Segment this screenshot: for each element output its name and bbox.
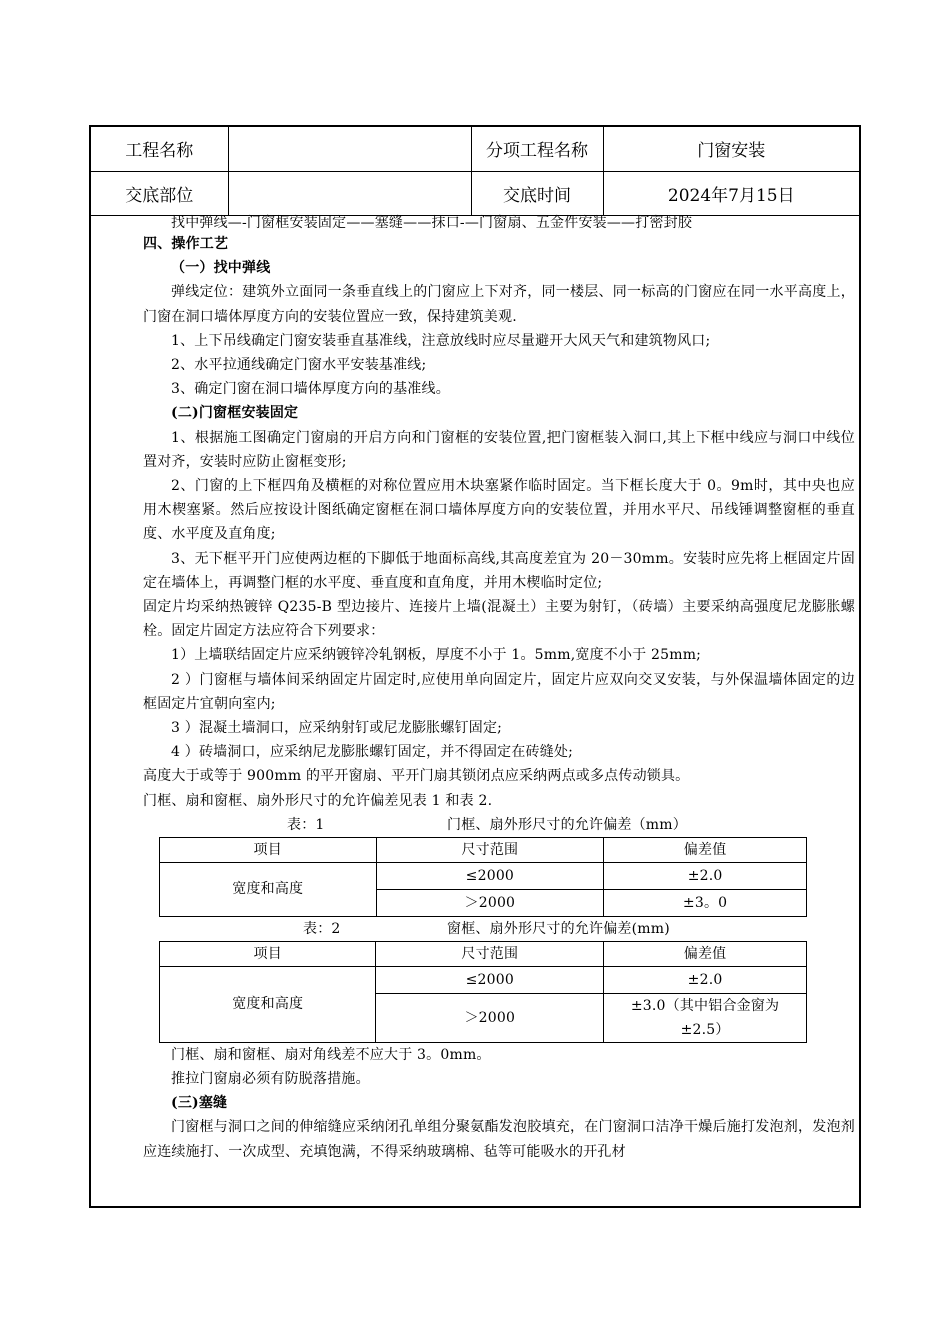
paragraph: 固定片均采纳热镀锌 Q235-B 型边接片、连接片上墙(混凝土）主要为射钉，（砖墙）主要采纳高强度尼龙膨胀螺栓。固定片固定方法应符合下列要求： <box>143 599 855 640</box>
table-header: 项目 <box>160 941 376 966</box>
time-value: 2024年7月15日 <box>603 171 859 215</box>
section-3-title: (三)塞缝 <box>171 1095 228 1112</box>
paragraph: 门窗框与洞口之间的伸缩缝应采纳闭孔单组分聚氨酯发泡胶填充，在门窗洞口洁净干燥后施打发泡剂，发泡剂应连续施打、一次成型、充填饱满，不得采纳玻璃棉、毡等可能吸水的开孔材 <box>143 1119 855 1160</box>
paragraph: 弹线定位：建筑外立面同一条垂直线上的门窗应上下对齐，同一楼层、同一标高的门窗应在同一水平高度上，门窗在洞口墙体厚度方向的安装位置应一致，保持建筑美观. <box>143 284 855 325</box>
table-cell: ±2.0 <box>604 862 807 889</box>
table-header: 项目 <box>160 837 377 862</box>
table-1-title: 门框、扇外形尺寸的允许偏差（mm） <box>447 816 687 833</box>
time-label: 交底时间 <box>471 171 603 215</box>
paragraph: 门框、扇和窗框、扇对角线差不应大于 3。0mm。 <box>171 1046 491 1063</box>
section-4-heading: 四、操作工艺 <box>143 236 229 252</box>
table-cell-item: 宽度和高度 <box>160 966 376 1042</box>
document-frame <box>89 125 861 1208</box>
table-cell: ＞2000 <box>376 889 604 916</box>
paragraph: 推拉门窗扇必须有防脱落措施。 <box>171 1071 370 1088</box>
section-1-title: （一）找中弹线 <box>171 260 271 277</box>
header-table <box>91 127 859 216</box>
table-cell: ≤2000 <box>376 862 604 889</box>
paragraph: 高度大于或等于 900mm 的平开窗扇、平开门扇其锁闭点应采纳两点或多点传动锁具。 <box>143 768 690 785</box>
table-header: 尺寸范围 <box>376 941 604 966</box>
table-cell-line: ±3.0（其中铝合金窗为 <box>630 997 780 1014</box>
table-cell: ≤2000 <box>376 966 604 993</box>
table-header: 尺寸范围 <box>376 837 604 862</box>
document-body <box>143 216 855 1164</box>
list-item: 4 ）砖墙洞口，应采纳尼龙膨胀螺钉固定，并不得固定在砖缝处; <box>171 744 574 761</box>
table-cell-multiline <box>604 993 807 1042</box>
location-value <box>228 171 471 215</box>
paragraph: 1、根据施工图确定门窗扇的开启方向和门窗框的安装位置,把门窗框装入洞口,其上下框中线应与洞口中线位置对齐，安装时应防止窗框变形; <box>143 429 855 470</box>
paragraph: 3、确定门窗在洞口墙体厚度方向的基准线。 <box>171 381 450 398</box>
process-flow: 找中弹线—-门窗框安装固定——塞缝——抹口-—门窗扇、五金件安装——打密封胶 <box>171 215 693 231</box>
table-2-caption <box>143 917 855 941</box>
list-item: 2 ）门窗框与墙体间采纳固定片固定时,应使用单向固定片，固定片应双向交叉安装，与外保温墙体固定的边框固定片宜朝向室内; <box>143 671 855 712</box>
table-cell-line: ±2.5） <box>680 1021 730 1038</box>
table-cell-item: 宽度和高度 <box>160 862 377 916</box>
table-1-caption <box>143 813 855 837</box>
list-item: 3 ）混凝土墙洞口，应采纳射钉或尼龙膨胀螺钉固定; <box>171 720 503 737</box>
sub-project-value: 门窗安装 <box>603 127 859 171</box>
table-2-title: 窗框、扇外形尺寸的允许偏差(mm) <box>447 920 670 937</box>
paragraph: 门框、扇和窗框、扇外形尺寸的允许偏差见表 1 和表 2. <box>143 792 493 809</box>
deviation-table-2 <box>159 941 807 1043</box>
table-1-number: 表：1 <box>287 816 325 833</box>
project-name-label: 工程名称 <box>91 127 228 171</box>
table-cell: ±3。0 <box>604 889 807 916</box>
paragraph: 1、上下吊线确定门窗安装垂直基准线，注意放线时应尽量避开大风天气和建筑物风口; <box>171 332 711 349</box>
paragraph: 2、水平拉通线确定门窗水平安装基准线; <box>171 357 427 374</box>
paragraph: 2、门窗的上下框四角及横框的对称位置应用木块塞紧作临时固定。当下框长度大于 0。9m时，其中央也应用木楔塞紧。然后应按设计图纸确定窗框在洞口墙体厚度方向的安装位置，并用水平尺、吊线锤调整窗框的垂直度、水平度及直角度; <box>143 478 855 543</box>
sub-project-label: 分项工程名称 <box>471 127 603 171</box>
project-name-value <box>228 127 471 171</box>
deviation-table-1 <box>159 837 807 917</box>
table-2-number: 表：2 <box>303 920 341 937</box>
table-cell: ＞2000 <box>376 993 604 1042</box>
table-cell: ±2.0 <box>604 966 807 993</box>
section-2-title: (二)门窗框安装固定 <box>171 405 299 422</box>
table-header: 偏差值 <box>604 941 807 966</box>
paragraph: 3、无下框平开门应使两边框的下脚低于地面标高线,其高度差宜为 20－30mm。安装时应先将上框固定片固定在墙体上，再调整门框的水平度、垂直度和直角度，并用木楔临时定位; <box>143 550 855 591</box>
list-item: 1）上墙联结固定片应采纳镀锌冷轧钢板，厚度不小于 1。5mm,宽度不小于 25mm; <box>171 647 702 664</box>
location-label: 交底部位 <box>91 171 228 215</box>
table-header: 偏差值 <box>604 837 807 862</box>
